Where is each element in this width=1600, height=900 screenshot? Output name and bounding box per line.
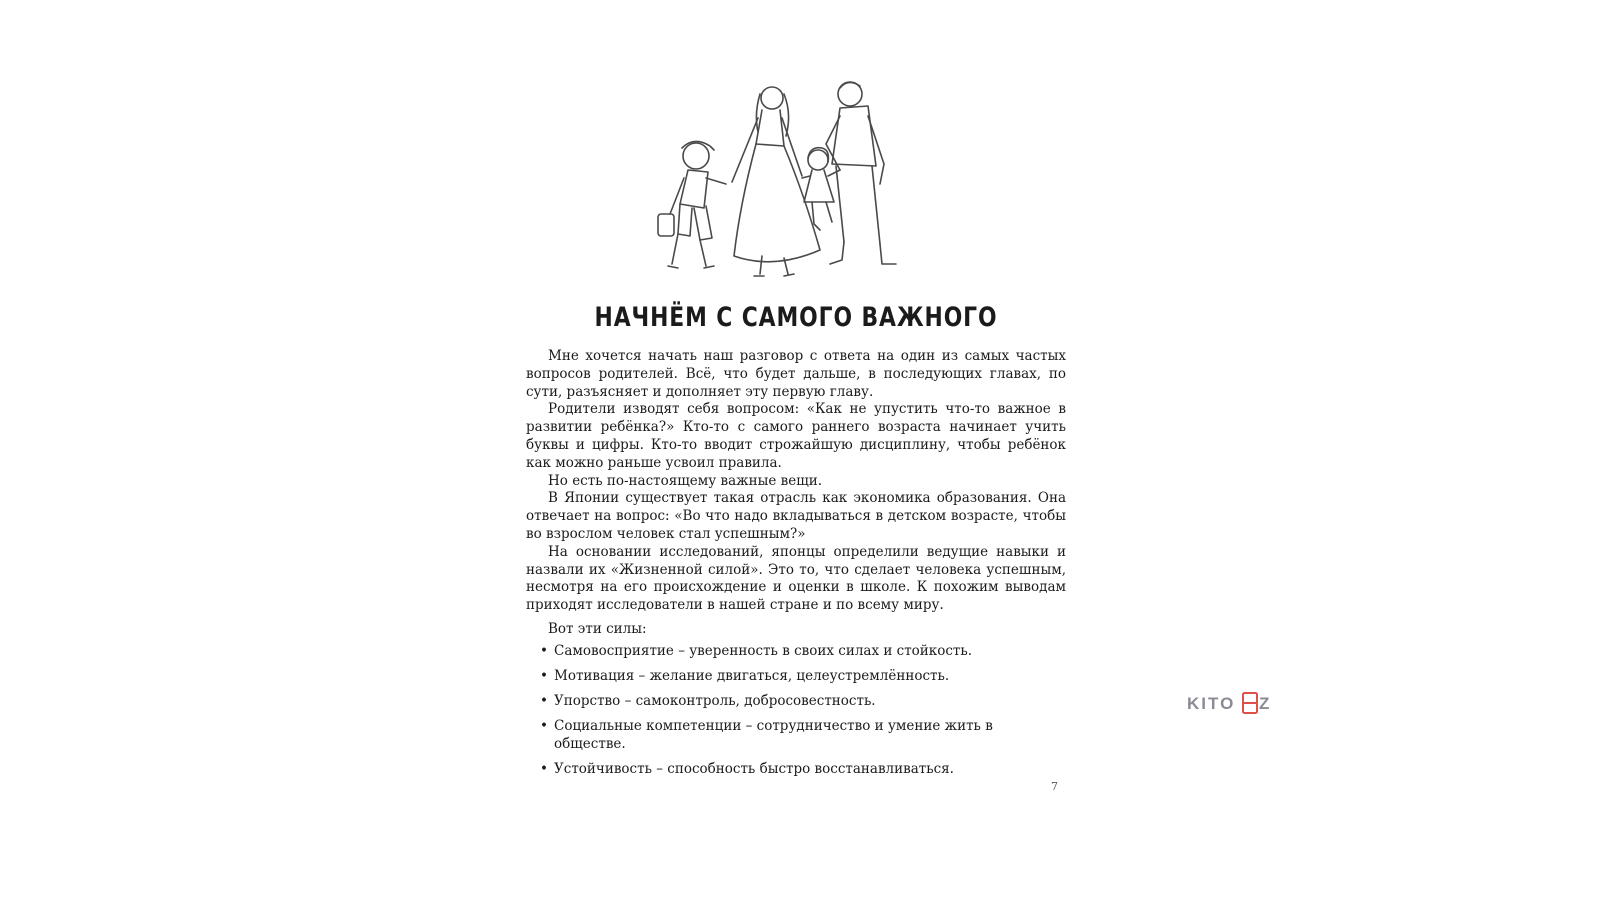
kitobz-watermark-logo [1187,689,1277,715]
paragraph: Мне хочется начать наш разговор с ответа на один из самых частых вопросов родителей. Всё, что будет дальше, в последующих главах, по сути, разъясняет и дополняет эту первую главу. [526,348,1066,400]
list-intro: Вот эти силы: [548,621,647,637]
list-item: • Устойчивость – способность быстро восстанавливаться. [540,760,1060,778]
body-text [526,348,1066,615]
paragraph: В Японии существует такая отрасль как экономика образования. Она отвечает на вопрос: «Во что надо вкладываться в детском возрасте, чтобы во взрослом человек стал успешным?» [526,490,1066,542]
watermark-right-text: Z [1259,694,1272,713]
chapter-heading: НАЧНЁМ С САМОГО ВАЖНОГО [594,302,998,333]
list-item: • Социальные компетенции – сотрудничество и умение жить в обществе. [540,717,1060,753]
list-item: • Самовосприятие – уверенность в своих силах и стойкость. [540,642,1060,660]
bullet-list [540,642,1060,785]
paragraph: Родители изводят себя вопросом: «Как не упустить что-то важное в развитии ребёнка?» Кто-то с самого раннего возраста начинает учить буквы и цифры. Кто-то вводит строжайшую дисциплину, чтобы ребёнок как можно раньше усвоил правила. [526,401,1066,471]
list-item: • Мотивация – желание двигаться, целеустремлённость. [540,667,1060,685]
book-page [526,70,1066,830]
page-number: 7 [1051,780,1058,793]
paragraph: Но есть по-настоящему важные вещи. [548,472,823,489]
watermark-left-text: KITO [1187,694,1236,713]
list-item: • Упорство – самоконтроль, добросовестность. [540,692,1060,710]
family-walking-sketch-icon [644,74,944,294]
paragraph: На основании исследований, японцы определили ведущие навыки и назвали их «Жизненной силой». Это то, что сделает человека успешным, несмотря на его происхождение и оценки в школе. К похожим выводам приходят исследователи в нашей стране и по всему миру. [526,543,1066,614]
